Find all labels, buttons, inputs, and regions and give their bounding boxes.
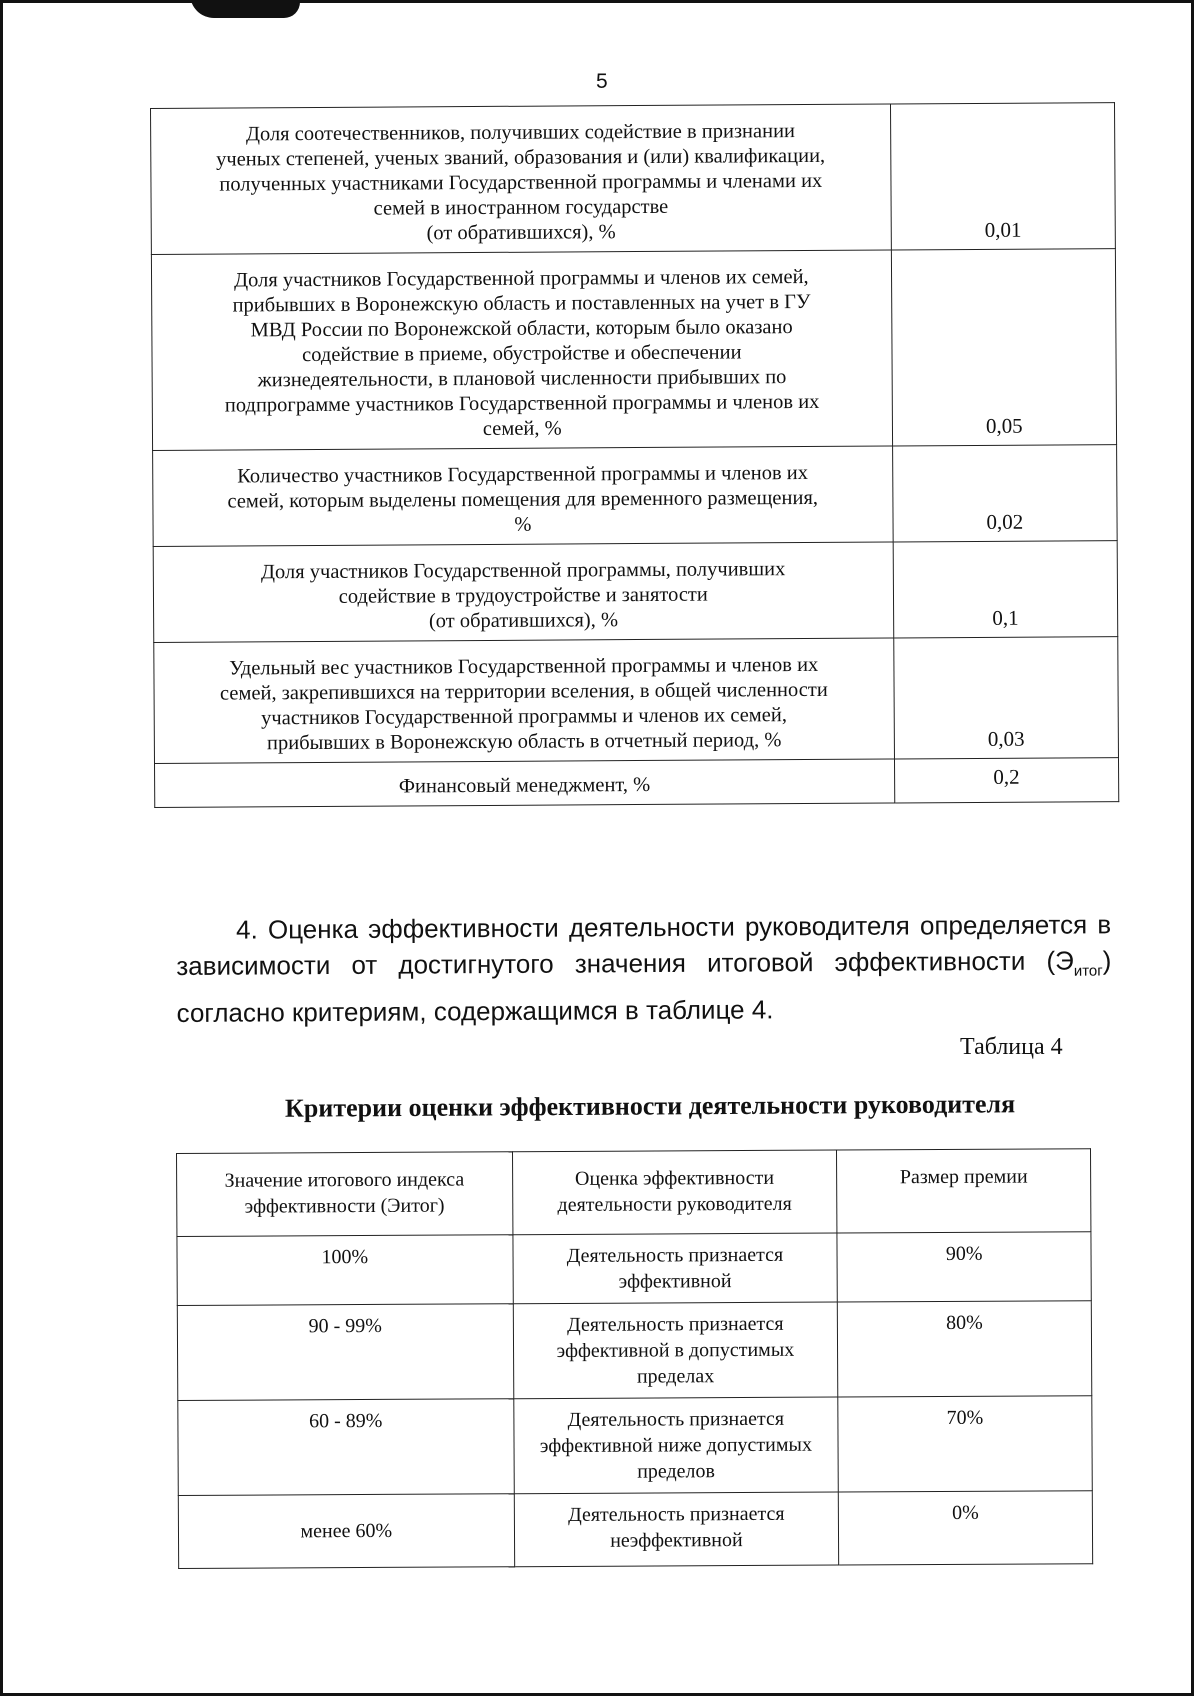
indicator-label-line: Доля соотечественников, получивших содействие в признании [245, 120, 796, 146]
paragraph-text-after: ) согласно критериям, содержащимся в таблице 4. [176, 945, 1112, 1029]
criteria-table-header [177, 1149, 1091, 1237]
indicator-label [153, 446, 893, 547]
table-row [177, 1301, 1091, 1401]
paragraph-subscript: итог [1073, 962, 1103, 980]
table-row [178, 1396, 1092, 1496]
bonus-cell: 70% [838, 1396, 1092, 1492]
indicator-label-line: Финансовый менеджмент, % [398, 773, 651, 798]
indicator-label-line: МВД России по Воронежской области, которым было оказано [250, 316, 793, 342]
indicator-label-line: Количество участников Государственной программы и членов их [237, 461, 809, 488]
assessment-cell: Деятельность признается неэффективной [514, 1492, 839, 1567]
range-cell: менее 60% [178, 1494, 514, 1569]
assessment-cell: Деятельность признается эффективной в допустимых пределах [513, 1302, 838, 1399]
assessment-cell: Деятельность признается эффективной [513, 1233, 838, 1304]
paragraph-4 [176, 906, 1112, 1031]
indicator-label-line: (от обратившихся), % [428, 609, 619, 633]
indicator-row [153, 445, 1118, 547]
indicator-label [153, 542, 893, 643]
indicator-row [151, 103, 1116, 255]
indicator-row [153, 541, 1118, 643]
indicator-label-line: семей, которым выделены помещения для временного размещения, [227, 486, 819, 513]
indicator-label-line: ученых степеней, ученых званий, образования и (или) квалификации, [216, 144, 826, 171]
indicator-label-line: (от обратившихся), % [426, 221, 616, 245]
indicator-label-line: содействие в приеме, обустройстве и обеспечении [302, 341, 742, 367]
indicator-row [155, 758, 1119, 808]
indicator-label [151, 104, 892, 255]
bonus-cell: 90% [837, 1232, 1091, 1302]
indicator-value: 0,01 [890, 103, 1115, 250]
indicator-label-line: Удельный вес участников Государственной программы и членов их [229, 653, 819, 680]
indicator-label-line: полученных участниками Государственной программы и членами их [219, 169, 823, 196]
header-index-value: Значение итогового индекса эффективности (Эитог) [177, 1152, 513, 1237]
bonus-cell: 80% [837, 1301, 1091, 1397]
table-row [178, 1491, 1092, 1569]
range-cell: 60 - 89% [178, 1399, 514, 1496]
scan-artifact [190, 0, 300, 18]
indicator-label-line: содействие в трудоустройстве и занятости [338, 583, 708, 608]
indicator-label-line: прибывших в Воронежскую область и поставленных на учет в ГУ [232, 290, 811, 317]
bonus-cell: 0% [838, 1491, 1092, 1565]
indicator-row [154, 637, 1119, 764]
indicator-label-line: Доля участников Государственной программы и членов их семей, [234, 265, 809, 292]
range-cell: 100% [177, 1235, 513, 1306]
indicator-value: 0,05 [891, 249, 1117, 446]
indicator-value: 0,1 [893, 541, 1118, 638]
table-row [177, 1232, 1091, 1306]
table-title: Критерии оценки эффективности деятельности руководителя [284, 1089, 1016, 1123]
indicator-value: 0,02 [892, 445, 1117, 542]
indicator-label-line: семей, % [482, 417, 562, 440]
indicator-label [155, 759, 895, 808]
criteria-table [176, 1148, 1093, 1569]
indicator-label-line: участников Государственной программы и членов их семей, [261, 704, 788, 730]
indicator-label [151, 250, 892, 451]
indicators-table [150, 102, 1119, 808]
indicator-value: 0,03 [893, 637, 1118, 759]
range-cell: 90 - 99% [177, 1304, 513, 1401]
indicator-label-line: подпрограмме участников Государственной программы и членов их [224, 390, 820, 417]
header-bonus: Размер премии [837, 1149, 1091, 1233]
indicator-label-line: Доля участников Государственной программы, получивших [260, 558, 786, 584]
page-number: 5 [596, 70, 608, 93]
indicator-row [151, 249, 1116, 451]
assessment-cell: Деятельность признается эффективной ниже допустимых пределов [513, 1397, 838, 1494]
indicator-label-line: жизнедеятельности, в плановой численности прибывших по [257, 366, 787, 392]
paragraph-text-before: 4. Оценка эффективности деятельности руководителя определяется в зависимости от достигнутого значения итоговой эффективности (Э [176, 909, 1112, 981]
indicator-value: 0,2 [894, 758, 1119, 803]
header-assessment: Оценка эффективности деятельности руководителя [512, 1150, 837, 1235]
indicator-label-line: прибывших в Воронежскую область в отчетный период, % [266, 729, 782, 755]
indicator-label-line: семей в иностранном государстве [373, 195, 669, 220]
table-caption: Таблица 4 [960, 1034, 1063, 1060]
indicator-label-line: % [514, 513, 532, 536]
indicator-label [154, 638, 894, 764]
indicator-label-line: семей, закрепившихся на территории вселения, в общей численности [219, 678, 828, 705]
